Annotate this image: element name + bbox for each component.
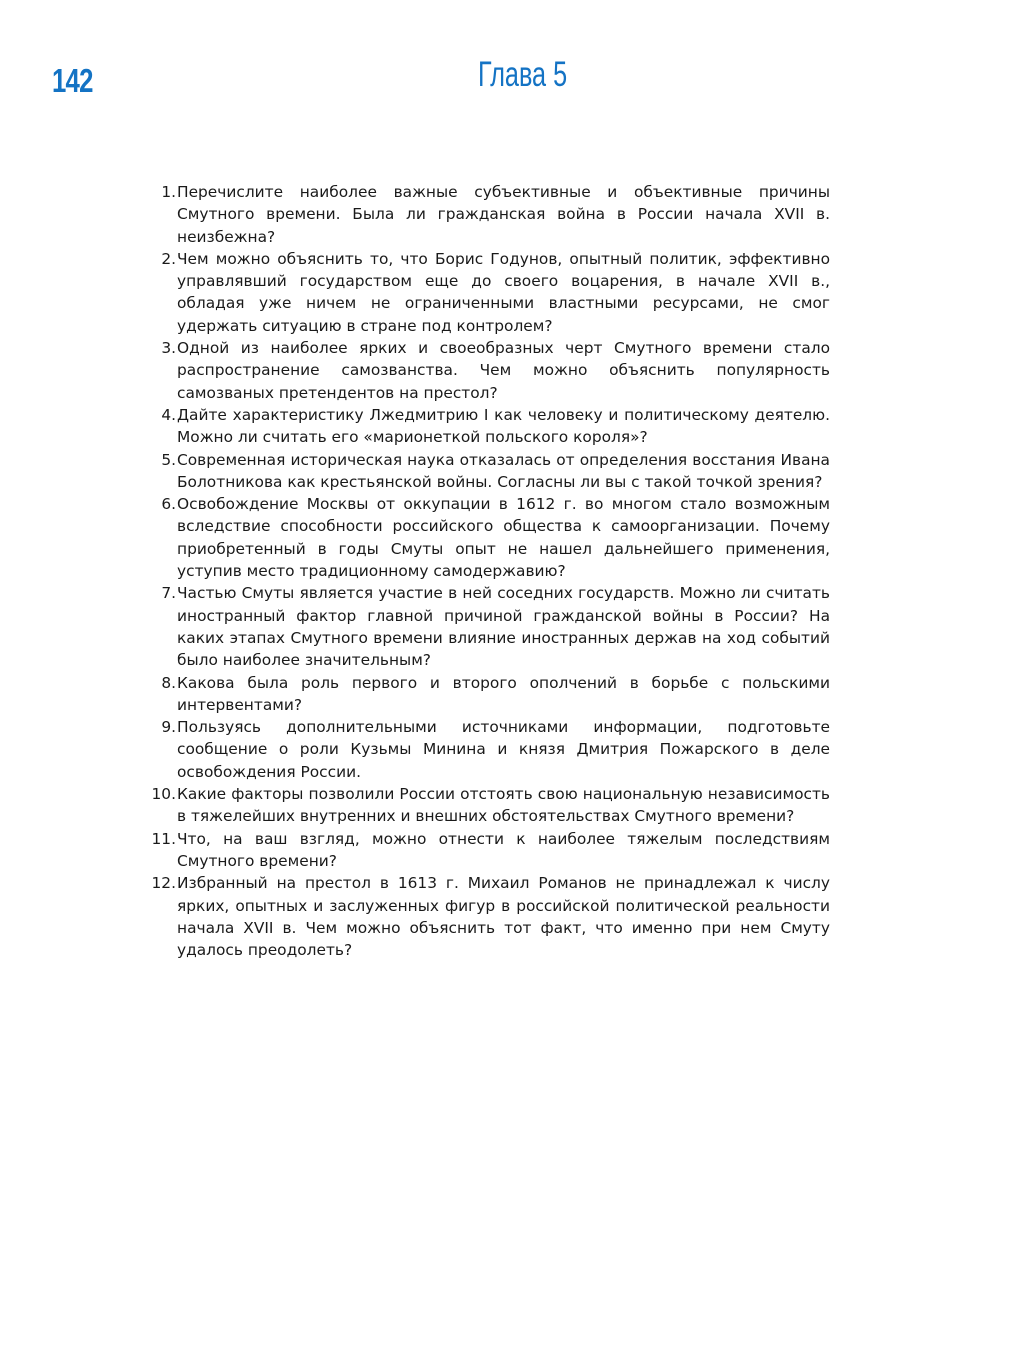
chapter-title: Глава 5 <box>478 55 568 94</box>
question-item <box>137 783 830 828</box>
question-number: 7. <box>161 584 176 603</box>
question-text: Чем можно объяснить то, что Борис Годунов, опытный политик, эффективно управлявший государством еще до своего воцарения, в начале XVII в., обладая уже ничем не ограниченными властными ресурсами, не смог удержать ситуацию в стране под контролем? <box>177 249 830 335</box>
question-number: 10. <box>151 785 176 804</box>
question-number: 5. <box>161 450 176 469</box>
question-item <box>137 872 830 961</box>
question-item <box>137 582 830 671</box>
question-item <box>137 493 830 582</box>
question-text: Какие факторы позволили России отстоять свою национальную независимость в тяжелейших внутренних и внешних обстоятельствах Смутного времени? <box>177 785 830 826</box>
question-text: Избранный на престол в 1613 г. Михаил Романов не принадлежал к числу ярких, опытных и заслуженных фигур в российской политической реальности начала XVII в. Чем можно объяснить тот факт, что именно при нем Смуту удалось преодолеть? <box>177 874 830 960</box>
page-number: 142 <box>52 62 93 99</box>
question-text: Современная историческая наука отказалась от определения восстания Ивана Болотникова как крестьянской войны. Согласны ли вы с такой точкой зрения? <box>177 450 830 491</box>
question-item <box>137 181 830 248</box>
question-text: Перечислите наиболее важные субъективные и объективные причины Смутного времени. Была ли гражданская война в России начала XVII в. неизбежна? <box>177 183 830 246</box>
question-text: Освобождение Москвы от оккупации в 1612 г. во многом стало возможным вследствие способности российского общества к самоорганизации. Почему приобретенный в годы Смуты опыт не нашел дальнейшего применения, уступив место традиционному самодержавию? <box>177 495 830 581</box>
question-text: Пользуясь дополнительными источниками информации, подготовьте сообщение о роли Кузьмы Минина и князя Дмитрия Пожарского в деле освобождения России. <box>177 718 830 781</box>
question-text: Какова была роль первого и второго ополчений в борьбе с польскими интервентами? <box>177 673 830 714</box>
question-item <box>137 828 830 873</box>
question-item <box>137 672 830 717</box>
question-number: 1. <box>161 183 176 201</box>
question-number: 8. <box>161 673 176 692</box>
question-item <box>137 337 830 404</box>
question-item <box>137 404 830 449</box>
question-item <box>137 716 830 783</box>
question-number: 3. <box>161 339 176 358</box>
question-number: 4. <box>161 405 176 424</box>
question-text: Дайте характеристику Лжедмитрию I как человеку и политическому деятелю. Можно ли считать его «марионеткой польского короля»? <box>177 405 830 447</box>
question-number: 2. <box>161 249 176 268</box>
question-text: Одной из наиболее ярких и своеобразных черт Смутного времени стало распространение самозванства. Чем можно объяснить популярность самозваных претендентов на престол? <box>177 339 830 402</box>
question-text: Что, на ваш взгляд, можно отнести к наиболее тяжелым последствиям Смутного времени? <box>177 829 830 870</box>
question-item <box>137 248 830 337</box>
question-number: 11. <box>151 829 176 848</box>
question-number: 6. <box>161 495 176 514</box>
question-number: 12. <box>151 874 176 893</box>
question-list <box>137 181 830 961</box>
question-item <box>137 449 830 494</box>
question-text: Частью Смуты является участие в ней соседних государств. Можно ли считать иностранный фактор главной причиной гражданской войны в России? На каких этапах Смутного времени влияние иностранных держав на ход событий было наиболее значительным? <box>177 584 830 670</box>
question-number: 9. <box>161 718 176 737</box>
